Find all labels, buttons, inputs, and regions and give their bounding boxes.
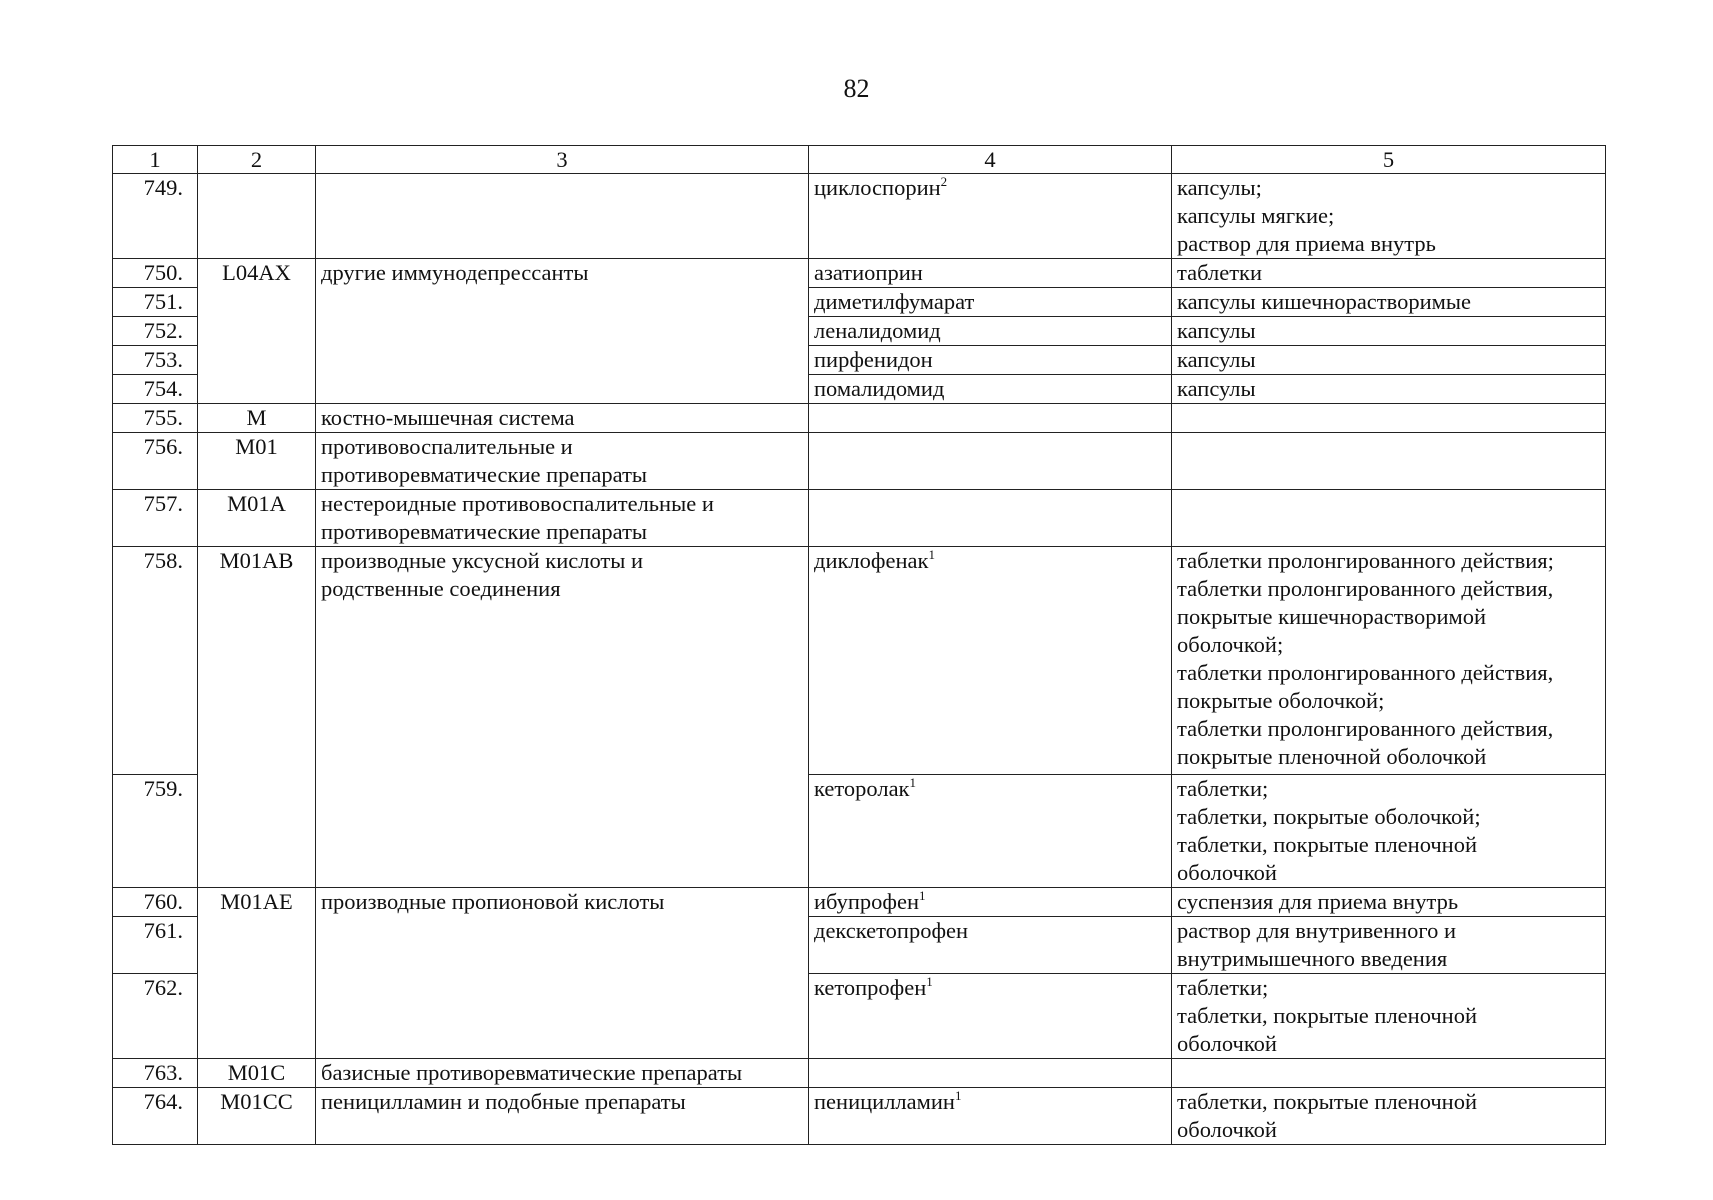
- group-name: [316, 547, 809, 888]
- group-name: [316, 174, 809, 259]
- atc-code: M: [198, 404, 316, 433]
- drug-name-text: циклоспорин: [814, 175, 941, 200]
- dosage-forms: капсулы кишечнорастворимые: [1172, 288, 1606, 317]
- table-row: [113, 888, 1606, 917]
- dosage-forms: капсулы: [1172, 375, 1606, 404]
- dosage-forms: [1172, 775, 1606, 888]
- atc-code: M01C: [198, 1059, 316, 1088]
- drug-name: [809, 1088, 1172, 1145]
- dosage-form: раствор для приема внутрь: [1177, 231, 1436, 256]
- dosage-forms: [1172, 433, 1606, 490]
- dosage-form: таблетки, покрытые оболочкой;: [1177, 804, 1481, 829]
- atc-code: M01A: [198, 490, 316, 547]
- drug-name: пирфенидон: [809, 346, 1172, 375]
- drug-table: [112, 145, 1606, 1145]
- drug-name: леналидомид: [809, 317, 1172, 346]
- row-number: 756.: [113, 433, 198, 490]
- row-number: 754.: [113, 375, 198, 404]
- row-number: 764.: [113, 1088, 198, 1145]
- dosage-form: таблетки;: [1177, 776, 1269, 801]
- row-number: 750.: [113, 259, 198, 288]
- dosage-form: таблетки пролонгированного действия,: [1177, 576, 1554, 601]
- table-row: [113, 1059, 1606, 1088]
- table-row: [113, 490, 1606, 547]
- row-number: 759.: [113, 775, 198, 888]
- group-name: пеницилламин и подобные препараты: [316, 1088, 809, 1145]
- drug-name: [809, 974, 1172, 1059]
- drug-name-text: пеницилламин: [814, 1089, 955, 1114]
- group-name: другие иммунодепрессанты: [316, 259, 809, 404]
- drug-name: помалидомид: [809, 375, 1172, 404]
- drug-name: [809, 775, 1172, 888]
- dosage-form: покрытые оболочкой;: [1177, 688, 1385, 713]
- group-name-line: производные уксусной кислоты и: [321, 548, 644, 573]
- table-row: [113, 404, 1606, 433]
- dosage-form: таблетки пролонгированного действия;: [1177, 548, 1554, 573]
- atc-code: M01AE: [198, 888, 316, 1059]
- dosage-form: таблетки, покрытые пленочной: [1177, 832, 1478, 857]
- header-col-3: 3: [316, 146, 809, 174]
- group-name: [316, 490, 809, 547]
- table-row: [113, 259, 1606, 288]
- row-number: 763.: [113, 1059, 198, 1088]
- drug-name: [809, 174, 1172, 259]
- drug-name: [809, 404, 1172, 433]
- group-name-line: родственные соединения: [321, 576, 561, 601]
- group-name: [316, 433, 809, 490]
- footnote-mark: 1: [919, 887, 926, 903]
- dosage-forms: [1172, 974, 1606, 1059]
- group-name-line: противоревматические препараты: [321, 462, 648, 487]
- row-number: 755.: [113, 404, 198, 433]
- header-col-4: 4: [809, 146, 1172, 174]
- drug-name-text: кеторолак: [814, 776, 910, 801]
- row-number: 757.: [113, 490, 198, 547]
- drug-name: декскетопрофен: [809, 917, 1172, 974]
- drug-name: азатиоприн: [809, 259, 1172, 288]
- drug-name: [809, 888, 1172, 917]
- table-row: [113, 174, 1606, 259]
- header-col-5: 5: [1172, 146, 1606, 174]
- dosage-form: внутримышечного введения: [1177, 946, 1448, 971]
- drug-name: диметилфумарат: [809, 288, 1172, 317]
- group-name: костно-мышечная система: [316, 404, 809, 433]
- dosage-forms: таблетки: [1172, 259, 1606, 288]
- dosage-forms: [1172, 174, 1606, 259]
- group-name-line: противоревматические препараты: [321, 519, 648, 544]
- footnote-mark: 1: [926, 973, 933, 989]
- footnote-mark: 2: [940, 173, 948, 189]
- footnote-mark: 1: [909, 774, 916, 790]
- header-col-2: 2: [198, 146, 316, 174]
- dosage-forms: капсулы: [1172, 317, 1606, 346]
- dosage-form: таблетки;: [1177, 975, 1269, 1000]
- row-number: 753.: [113, 346, 198, 375]
- dosage-forms: [1172, 490, 1606, 547]
- dosage-form: капсулы мягкие;: [1177, 203, 1335, 228]
- dosage-forms: [1172, 404, 1606, 433]
- dosage-form: таблетки пролонгированного действия,: [1177, 716, 1554, 741]
- footnote-mark: 1: [928, 546, 935, 562]
- drug-name: [809, 1059, 1172, 1088]
- dosage-forms: [1172, 547, 1606, 775]
- group-name-line: нестероидные противовоспалительные и: [321, 491, 714, 516]
- dosage-form: раствор для внутривенного и: [1177, 918, 1457, 943]
- table-header: [113, 146, 1606, 174]
- drug-name: [809, 490, 1172, 547]
- dosage-form: таблетки пролонгированного действия,: [1177, 660, 1554, 685]
- row-number: 751.: [113, 288, 198, 317]
- atc-code: L04AX: [198, 259, 316, 404]
- row-number: 761.: [113, 917, 198, 974]
- dosage-form: таблетки, покрытые пленочной: [1177, 1089, 1478, 1114]
- dosage-forms: [1172, 1059, 1606, 1088]
- footnote-mark: 1: [954, 1087, 962, 1103]
- dosage-forms: суспензия для приема внутрь: [1172, 888, 1606, 917]
- dosage-form: оболочкой: [1177, 1117, 1277, 1142]
- group-name-line: противовоспалительные и: [321, 434, 573, 459]
- row-number: 760.: [113, 888, 198, 917]
- dosage-form: оболочкой: [1177, 860, 1277, 885]
- dosage-forms: капсулы: [1172, 346, 1606, 375]
- table-row: [113, 547, 1606, 775]
- group-name: базисные противоревматические препараты: [316, 1059, 809, 1088]
- drug-name-text: ибупрофен: [814, 889, 920, 914]
- atc-code: M01: [198, 433, 316, 490]
- row-number: 762.: [113, 974, 198, 1059]
- dosage-forms: [1172, 1088, 1606, 1145]
- row-number: 758.: [113, 547, 198, 775]
- dosage-form: покрытые пленочной оболочкой: [1177, 744, 1487, 769]
- dosage-form: оболочкой;: [1177, 632, 1284, 657]
- table-row: [113, 1088, 1606, 1145]
- header-col-1: 1: [113, 146, 198, 174]
- atc-code: M01CC: [198, 1088, 316, 1145]
- drug-name: [809, 547, 1172, 775]
- drug-name-text: кетопрофен: [814, 975, 927, 1000]
- dosage-form: покрытые кишечнорастворимой: [1177, 604, 1487, 629]
- row-number: 749.: [113, 174, 198, 259]
- page-number: 82: [843, 74, 870, 103]
- group-name: производные пропионовой кислоты: [316, 888, 809, 1059]
- dosage-form: капсулы;: [1177, 175, 1262, 200]
- table-row: [113, 433, 1606, 490]
- dosage-form: таблетки, покрытые пленочной: [1177, 1003, 1478, 1028]
- row-number: 752.: [113, 317, 198, 346]
- drug-name: [809, 433, 1172, 490]
- drug-name-text: диклофенак: [814, 548, 929, 573]
- dosage-forms: [1172, 917, 1606, 974]
- atc-code: M01AB: [198, 547, 316, 888]
- atc-code: [198, 174, 316, 259]
- dosage-form: оболочкой: [1177, 1031, 1277, 1056]
